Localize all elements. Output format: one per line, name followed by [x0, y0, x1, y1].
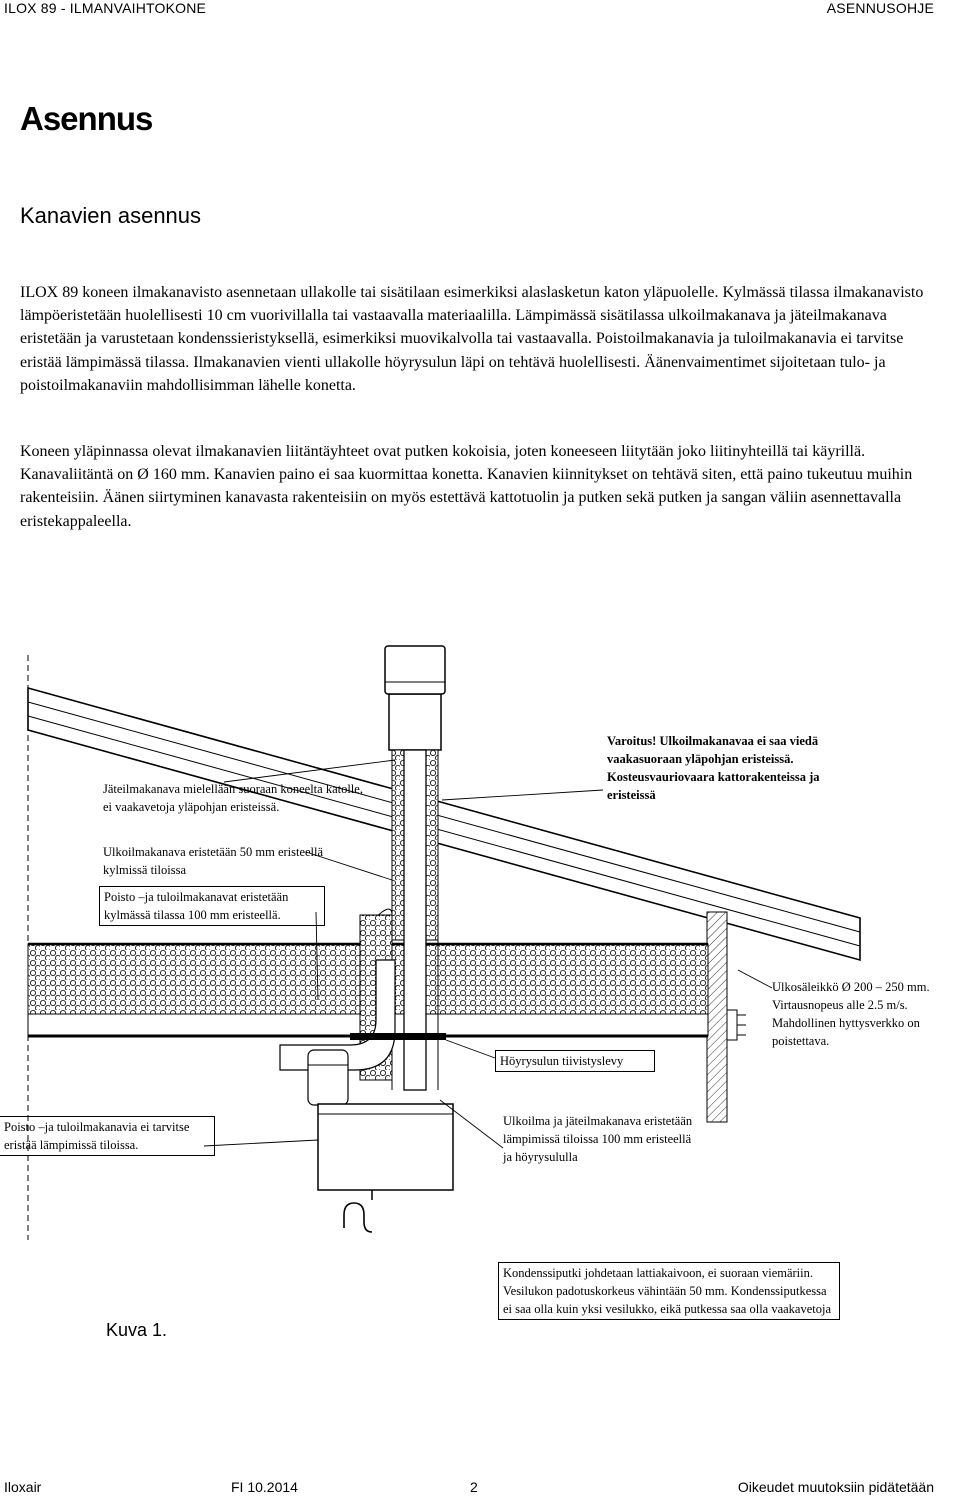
label-warm-insulation: Ulkoilma ja jäteilmakanava eristetään lämpimissä tiloissa 100 mm eristeellä ja höyrysululla: [503, 1114, 693, 1164]
right-post: [707, 912, 727, 1122]
label-vapour-seal: Höyrysulun tiivistyslevy: [495, 1050, 655, 1072]
installation-drawing: [0, 620, 960, 1320]
ventilation-unit: [318, 1104, 453, 1200]
vapour-seal-plate: [350, 1033, 446, 1040]
page-title: Asennus: [20, 100, 153, 137]
footer-rights: Oikeudet muutoksiin pidätetään: [737, 1479, 934, 1495]
condensate-trap: [344, 1203, 372, 1232]
footer-company: Iloxair: [4, 1479, 42, 1495]
label-cold-insulation: Poisto –ja tuloilmakanavat eristetään kylmässä tilassa 100 mm eristeellä.: [99, 886, 325, 926]
header-product: ILOX 89 - ILMANVAIHTOKONE: [4, 0, 207, 16]
figure-caption: Kuva 1.: [106, 1320, 168, 1340]
outdoor-grille: [727, 1010, 746, 1040]
paragraph-duct-installation: ILOX 89 koneen ilmakanavisto asennetaan ullakolle tai sisätilaan esimerkiksi alaslasketun katon yläpuolelle. Kylmässä tilassa ilmakanavisto lämpöeristetään huolellisesti 10 cm vuorivillalla tai vastaavalla materiaalilla. Lämpimässä sisätilassa ulkoilmakanava ja jäteilmakanava eristetään ja varustetaan kondenssieristyksellä, esimerkiksi muovikalvolla tai vastaavalla. Poistoilmakanavia ja tuloilmakanavia ei tarvitse eristää lämpimässä tilassa. Ilmakanavien vienti ullakolle höyrysulun läpi on tehtävä huolellisesti. Äänenvaimentimet sijoitetaan tulo- ja poistoilmakanaviin mahdollisimman lähelle konetta.: [20, 284, 924, 394]
label-exhaust-roof: Jäteilmakanava mielellään suoraan koneelta katolle, ei vaakavetoja yläpohjan eristeissä.: [103, 782, 363, 814]
section-title: Kanavien asennus: [20, 203, 202, 228]
footer-version: FI 10.2014: [231, 1479, 298, 1495]
header-doctype: ASENNUSOHJE: [826, 0, 934, 16]
label-warning: Varoitus! Ulkoilmakanavaa ei saa viedä vaakasuoraan yläpohjan eristeissä. Kosteusvauriovaara kattorakenteissa ja eristeissä: [607, 734, 820, 802]
label-outdoor-insulation: Ulkoilmakanava eristetään 50 mm eristeellä kylmissä tiloissa: [103, 845, 324, 877]
paragraph-duct-connections: Koneen yläpinnassa olevat ilmakanavien liitäntäyhteet ovat putken kokoisia, joten koneeseen liitytään joko liitinyhteillä tai käyrillä. Kanavaliitäntä on Ø 160 mm. Kanavien paino ei saa kuormittaa konetta. Kanavien kiinnitykset on tehtävä siten, että paino tukeutuu muihin rakenteisiin. Äänen siirtyminen kanavasta rakenteisiin on myös estettävä kattotuolin ja putken sekä putken ja sangan väliin asennettavalla eristekappaleella.: [20, 443, 913, 530]
footer-page-number: 2: [470, 1479, 478, 1495]
label-warm-no-insulation: Poisto –ja tuloilmakanavia ei tarvitse eristää lämpimissä tiloissa.: [0, 1116, 215, 1156]
label-condensate: Kondenssiputki johdetaan lattiakaivoon, ei suoraan viemäriin. Vesilukon padotuskorkeus vähintään 50 mm. Kondenssiputkessa ei saa olla kuin yksi vesilukko, eikä putkessa saa olla vaakavetoja: [498, 1262, 840, 1320]
label-outdoor-grille: Ulkosäleikkö Ø 200 – 250 mm. Virtausnopeus alle 2.5 m/s. Mahdollinen hyttysverkko on poistettava.: [772, 980, 930, 1048]
